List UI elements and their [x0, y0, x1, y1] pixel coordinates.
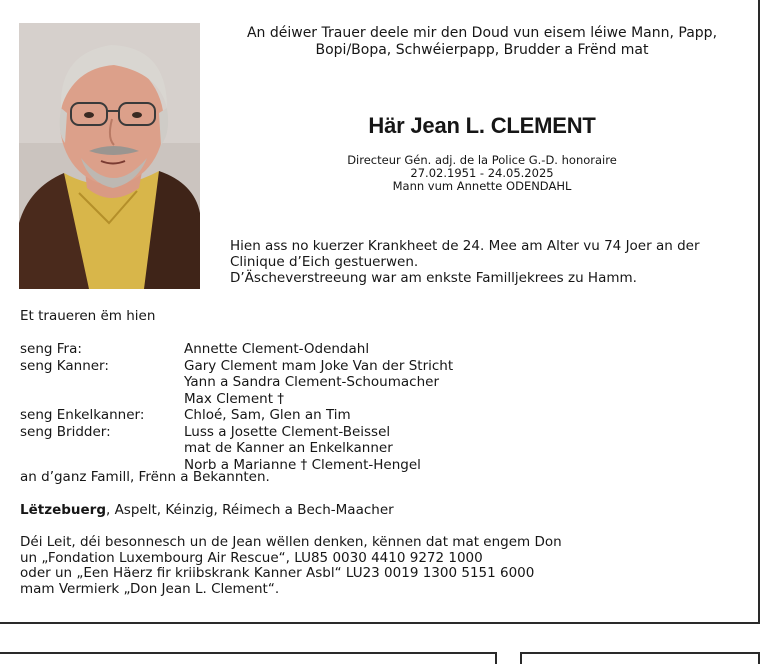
- family-names: Gary Clement mam Joke Van der Stricht: [184, 357, 454, 374]
- family-names: Luss a Josette Clement-Beissel: [184, 423, 391, 440]
- next-notice-border: [520, 652, 760, 664]
- places-rest: , Aspelt, Kéinzig, Réimech a Bech-Maacher: [105, 502, 394, 518]
- intro-text: [222, 25, 742, 59]
- family-names: Chloé, Sam, Glen an Tim: [184, 407, 351, 423]
- notice-line: Hien ass no kuerzer Krankheet de 24. Mee am Alter vu 74 Joer an der: [230, 238, 700, 254]
- next-notice-border: [0, 652, 497, 664]
- places-line: [20, 502, 394, 518]
- donation-line: mam Vermierk „Don Jean L. Clement“.: [20, 580, 280, 597]
- deceased-title: Directeur Gén. adj. de la Police G.-D. honoraire: [347, 153, 617, 167]
- notice-line: Clinique d’Eich gestuerwen.: [230, 254, 419, 270]
- family-relation: seng Bridder:: [20, 423, 111, 440]
- family-row: [20, 407, 620, 424]
- intro-line: Bopi/Bopa, Schwéierpapp, Brudder a Frënd mat: [315, 42, 649, 58]
- family-row: [20, 424, 620, 441]
- family-row: [20, 358, 620, 375]
- death-notice: [230, 238, 750, 286]
- intro-line: An déiwer Trauer deele mir den Doud vun eisem léiwe Mann, Papp,: [246, 25, 718, 41]
- portrait-photo: [19, 23, 200, 289]
- family-names: Yann a Sandra Clement-Schoumacher: [184, 374, 439, 390]
- family-names: Annette Clement-Odendahl: [184, 341, 370, 357]
- deceased-dates: 27.02.1951 - 24.05.2025: [410, 166, 554, 180]
- family-row: [20, 440, 620, 457]
- family-row: [20, 341, 620, 358]
- donation-text: [20, 535, 720, 597]
- family-list: [20, 341, 620, 473]
- family-relation: seng Enkelkanner:: [20, 407, 145, 423]
- family-names: Norb a Marianne † Clement-Hengel: [184, 456, 421, 473]
- notice-line: D’Äscheverstreeung war am enkste Familljekrees zu Hamm.: [230, 270, 637, 286]
- places-bold: Lëtzebuerg: [20, 502, 106, 518]
- family-relation: [20, 374, 184, 391]
- closing-line: an d’ganz Famill, Frënn a Bekannten.: [20, 469, 270, 485]
- family-relation: seng Kanner:: [20, 357, 109, 374]
- donation-line: un „Fondation Luxembourg Air Rescue“, LU85 0030 4410 9272 1000: [20, 549, 483, 566]
- donation-line: Déi Leit, déi besonnesch un de Jean wëllen denken, kënnen dat mat engem Don: [20, 534, 562, 550]
- deceased-spouse: Mann vum Annette ODENDAHL: [392, 179, 572, 193]
- family-relation: seng Fra:: [20, 341, 82, 357]
- family-row: [20, 391, 620, 408]
- mourners-heading: Et traueren ëm hien: [20, 308, 156, 324]
- family-relation: [20, 440, 184, 457]
- family-names: Max Clement †: [184, 390, 285, 407]
- donation-line: oder un „Een Häerz fir kriibskrank Kanner Asbl“ LU23 0019 1300 5151 6000: [20, 565, 535, 581]
- deceased-name: Här Jean L. CLEMENT: [368, 113, 596, 138]
- family-row: [20, 374, 620, 391]
- family-names: mat de Kanner an Enkelkanner: [184, 440, 393, 456]
- family-relation: [20, 391, 184, 408]
- deceased-details: [222, 154, 742, 193]
